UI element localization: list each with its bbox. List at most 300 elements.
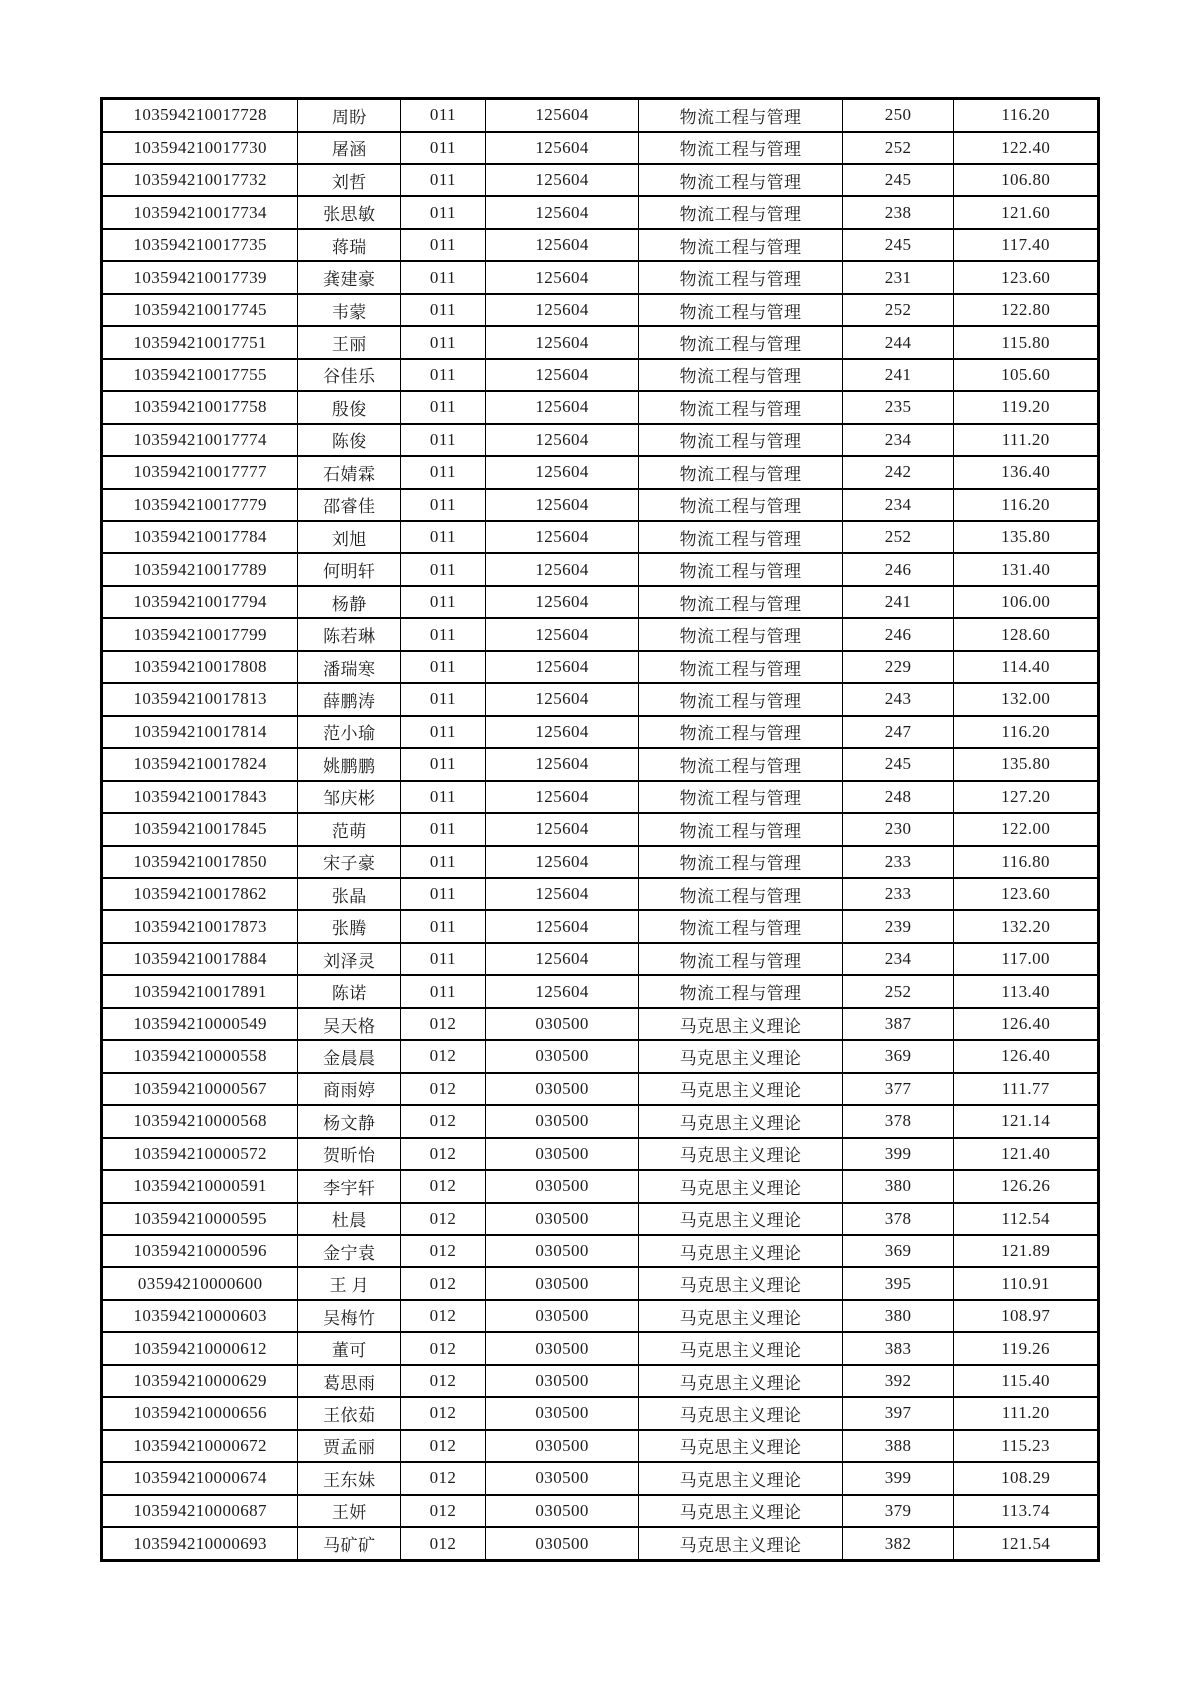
cell-retest-score: 108.97	[954, 1300, 1099, 1332]
cell-retest-score: 111.20	[954, 1397, 1099, 1429]
cell-college-code: 012	[401, 1430, 486, 1462]
cell-retest-score: 126.40	[954, 1040, 1099, 1072]
table-row	[102, 1527, 1099, 1560]
cell-major-name: 物流工程与管理	[639, 975, 842, 1007]
table-row	[102, 521, 1099, 553]
cell-retest-score: 122.80	[954, 294, 1099, 326]
cell-college-code: 011	[401, 910, 486, 942]
cell-initial-score: 234	[842, 489, 954, 521]
cell-initial-score: 382	[842, 1527, 954, 1560]
cell-candidate-name: 邹庆彬	[298, 781, 401, 813]
table-row	[102, 553, 1099, 585]
cell-candidate-name: 姚鹏鹏	[298, 748, 401, 780]
cell-exam-id: 103594210017774	[102, 424, 298, 456]
cell-major-code: 030500	[485, 1138, 639, 1170]
cell-college-code: 012	[401, 1397, 486, 1429]
cell-exam-id: 103594210017814	[102, 716, 298, 748]
cell-candidate-name: 贾孟丽	[298, 1430, 401, 1462]
cell-major-name: 马克思主义理论	[639, 1267, 842, 1299]
cell-major-name: 物流工程与管理	[639, 391, 842, 423]
cell-major-code: 125604	[485, 813, 639, 845]
cell-initial-score: 229	[842, 651, 954, 683]
cell-major-name: 物流工程与管理	[639, 359, 842, 391]
cell-major-code: 125604	[485, 651, 639, 683]
cell-retest-score: 116.20	[954, 489, 1099, 521]
cell-major-name: 物流工程与管理	[639, 748, 842, 780]
cell-college-code: 012	[401, 1235, 486, 1267]
cell-exam-id: 103594210000693	[102, 1527, 298, 1560]
cell-college-code: 011	[401, 261, 486, 293]
table-row	[102, 878, 1099, 910]
cell-candidate-name: 宋子豪	[298, 846, 401, 878]
cell-exam-id: 103594210017794	[102, 586, 298, 618]
cell-initial-score: 252	[842, 132, 954, 164]
cell-major-name: 马克思主义理论	[639, 1008, 842, 1040]
cell-initial-score: 245	[842, 748, 954, 780]
cell-exam-id: 103594210017779	[102, 489, 298, 521]
cell-major-code: 125604	[485, 456, 639, 488]
cell-major-name: 马克思主义理论	[639, 1040, 842, 1072]
cell-major-name: 物流工程与管理	[639, 586, 842, 618]
cell-initial-score: 380	[842, 1170, 954, 1202]
cell-retest-score: 123.60	[954, 878, 1099, 910]
cell-major-name: 物流工程与管理	[639, 651, 842, 683]
cell-exam-id: 103594210017735	[102, 229, 298, 261]
table-row	[102, 196, 1099, 228]
cell-retest-score: 115.80	[954, 326, 1099, 358]
cell-exam-id: 103594210017850	[102, 846, 298, 878]
cell-college-code: 011	[401, 781, 486, 813]
cell-retest-score: 110.91	[954, 1267, 1099, 1299]
cell-candidate-name: 陈诺	[298, 975, 401, 1007]
cell-college-code: 011	[401, 391, 486, 423]
cell-initial-score: 395	[842, 1267, 954, 1299]
cell-major-name: 马克思主义理论	[639, 1138, 842, 1170]
cell-retest-score: 106.80	[954, 164, 1099, 196]
cell-exam-id: 103594210017739	[102, 261, 298, 293]
cell-exam-id: 103594210000656	[102, 1397, 298, 1429]
cell-candidate-name: 商雨婷	[298, 1073, 401, 1105]
table-row	[102, 683, 1099, 715]
cell-college-code: 012	[401, 1105, 486, 1137]
cell-exam-id: 103594210000568	[102, 1105, 298, 1137]
cell-college-code: 011	[401, 132, 486, 164]
cell-candidate-name: 邵睿佳	[298, 489, 401, 521]
cell-college-code: 012	[401, 1527, 486, 1560]
cell-retest-score: 106.00	[954, 586, 1099, 618]
cell-major-code: 030500	[485, 1267, 639, 1299]
cell-initial-score: 241	[842, 359, 954, 391]
cell-candidate-name: 刘泽灵	[298, 943, 401, 975]
cell-major-code: 030500	[485, 1300, 639, 1332]
cell-major-name: 物流工程与管理	[639, 878, 842, 910]
table-row	[102, 1040, 1099, 1072]
cell-college-code: 011	[401, 748, 486, 780]
cell-major-name: 马克思主义理论	[639, 1430, 842, 1462]
cell-exam-id: 103594210000558	[102, 1040, 298, 1072]
cell-initial-score: 399	[842, 1138, 954, 1170]
cell-candidate-name: 何明轩	[298, 553, 401, 585]
cell-initial-score: 231	[842, 261, 954, 293]
cell-exam-id: 103594210017758	[102, 391, 298, 423]
cell-college-code: 012	[401, 1462, 486, 1494]
cell-major-name: 物流工程与管理	[639, 910, 842, 942]
table-row	[102, 1105, 1099, 1137]
cell-retest-score: 112.54	[954, 1203, 1099, 1235]
cell-retest-score: 119.26	[954, 1332, 1099, 1364]
cell-retest-score: 128.60	[954, 618, 1099, 650]
cell-college-code: 011	[401, 618, 486, 650]
table-row	[102, 618, 1099, 650]
cell-candidate-name: 刘哲	[298, 164, 401, 196]
cell-major-name: 物流工程与管理	[639, 846, 842, 878]
cell-retest-score: 123.60	[954, 261, 1099, 293]
cell-exam-id: 103594210017732	[102, 164, 298, 196]
cell-college-code: 011	[401, 586, 486, 618]
cell-college-code: 011	[401, 294, 486, 326]
cell-initial-score: 252	[842, 521, 954, 553]
cell-major-name: 物流工程与管理	[639, 943, 842, 975]
cell-candidate-name: 刘旭	[298, 521, 401, 553]
cell-major-name: 物流工程与管理	[639, 553, 842, 585]
table-row	[102, 229, 1099, 261]
cell-candidate-name: 葛思雨	[298, 1365, 401, 1397]
cell-retest-score: 136.40	[954, 456, 1099, 488]
cell-exam-id: 103594210000687	[102, 1495, 298, 1527]
cell-major-name: 物流工程与管理	[639, 132, 842, 164]
cell-exam-id: 103594210017730	[102, 132, 298, 164]
cell-initial-score: 252	[842, 975, 954, 1007]
cell-college-code: 011	[401, 456, 486, 488]
cell-exam-id: 103594210017777	[102, 456, 298, 488]
cell-initial-score: 242	[842, 456, 954, 488]
cell-initial-score: 392	[842, 1365, 954, 1397]
cell-retest-score: 121.54	[954, 1527, 1099, 1560]
cell-retest-score: 113.40	[954, 975, 1099, 1007]
cell-candidate-name: 谷佳乐	[298, 359, 401, 391]
cell-major-code: 030500	[485, 1040, 639, 1072]
cell-candidate-name: 潘瑞寒	[298, 651, 401, 683]
cell-exam-id: 103594210017873	[102, 910, 298, 942]
cell-major-code: 125604	[485, 521, 639, 553]
cell-major-code: 030500	[485, 1203, 639, 1235]
cell-major-name: 物流工程与管理	[639, 521, 842, 553]
cell-candidate-name: 张晶	[298, 878, 401, 910]
cell-candidate-name: 周盼	[298, 99, 401, 132]
score-table	[100, 97, 1100, 1562]
cell-retest-score: 114.40	[954, 651, 1099, 683]
cell-retest-score: 116.20	[954, 716, 1099, 748]
cell-exam-id: 103594210000672	[102, 1430, 298, 1462]
cell-major-code: 030500	[485, 1462, 639, 1494]
table-row	[102, 391, 1099, 423]
cell-candidate-name: 杨静	[298, 586, 401, 618]
cell-exam-id: 103594210017789	[102, 553, 298, 585]
cell-exam-id: 103594210000603	[102, 1300, 298, 1332]
cell-major-code: 030500	[485, 1397, 639, 1429]
table-row	[102, 1332, 1099, 1364]
cell-exam-id: 103594210017799	[102, 618, 298, 650]
cell-college-code: 011	[401, 878, 486, 910]
cell-college-code: 012	[401, 1267, 486, 1299]
cell-major-name: 马克思主义理论	[639, 1397, 842, 1429]
cell-candidate-name: 贺昕怡	[298, 1138, 401, 1170]
cell-exam-id: 103594210017728	[102, 99, 298, 132]
cell-college-code: 012	[401, 1300, 486, 1332]
table-row	[102, 975, 1099, 1007]
cell-major-code: 125604	[485, 261, 639, 293]
cell-initial-score: 234	[842, 943, 954, 975]
cell-retest-score: 119.20	[954, 391, 1099, 423]
cell-initial-score: 234	[842, 424, 954, 456]
cell-major-name: 马克思主义理论	[639, 1105, 842, 1137]
cell-major-code: 125604	[485, 424, 639, 456]
cell-exam-id: 103594210000572	[102, 1138, 298, 1170]
table-row	[102, 489, 1099, 521]
cell-initial-score: 250	[842, 99, 954, 132]
cell-retest-score: 121.14	[954, 1105, 1099, 1137]
cell-initial-score: 243	[842, 683, 954, 715]
cell-college-code: 011	[401, 164, 486, 196]
cell-initial-score: 378	[842, 1203, 954, 1235]
cell-college-code: 011	[401, 683, 486, 715]
cell-retest-score: 105.60	[954, 359, 1099, 391]
cell-candidate-name: 王 月	[298, 1267, 401, 1299]
cell-major-code: 125604	[485, 748, 639, 780]
cell-exam-id: 103594210000612	[102, 1332, 298, 1364]
cell-major-code: 030500	[485, 1170, 639, 1202]
cell-major-name: 物流工程与管理	[639, 456, 842, 488]
cell-major-name: 马克思主义理论	[639, 1527, 842, 1560]
cell-major-code: 125604	[485, 781, 639, 813]
cell-retest-score: 135.80	[954, 521, 1099, 553]
cell-retest-score: 115.40	[954, 1365, 1099, 1397]
cell-initial-score: 379	[842, 1495, 954, 1527]
cell-college-code: 012	[401, 1008, 486, 1040]
cell-major-code: 125604	[485, 164, 639, 196]
cell-exam-id: 103594210017745	[102, 294, 298, 326]
cell-major-code: 125604	[485, 846, 639, 878]
cell-major-code: 125604	[485, 196, 639, 228]
cell-major-code: 030500	[485, 1235, 639, 1267]
cell-major-name: 物流工程与管理	[639, 618, 842, 650]
cell-major-code: 125604	[485, 586, 639, 618]
cell-major-name: 物流工程与管理	[639, 261, 842, 293]
table-row	[102, 748, 1099, 780]
cell-major-code: 125604	[485, 132, 639, 164]
cell-major-code: 125604	[485, 618, 639, 650]
cell-exam-id: 103594210017808	[102, 651, 298, 683]
cell-college-code: 011	[401, 521, 486, 553]
cell-candidate-name: 吴天格	[298, 1008, 401, 1040]
cell-major-code: 125604	[485, 229, 639, 261]
table-row	[102, 1203, 1099, 1235]
cell-candidate-name: 范萌	[298, 813, 401, 845]
cell-college-code: 012	[401, 1170, 486, 1202]
cell-retest-score: 132.20	[954, 910, 1099, 942]
cell-college-code: 011	[401, 196, 486, 228]
cell-major-name: 马克思主义理论	[639, 1235, 842, 1267]
table-row	[102, 1138, 1099, 1170]
table-row	[102, 424, 1099, 456]
cell-major-code: 030500	[485, 1430, 639, 1462]
cell-college-code: 012	[401, 1332, 486, 1364]
cell-exam-id: 103594210017862	[102, 878, 298, 910]
cell-retest-score: 113.74	[954, 1495, 1099, 1527]
cell-major-code: 125604	[485, 943, 639, 975]
cell-college-code: 011	[401, 651, 486, 683]
cell-major-name: 马克思主义理论	[639, 1073, 842, 1105]
cell-retest-score: 131.40	[954, 553, 1099, 585]
table-row	[102, 1235, 1099, 1267]
cell-retest-score: 121.60	[954, 196, 1099, 228]
cell-retest-score: 117.00	[954, 943, 1099, 975]
cell-initial-score: 399	[842, 1462, 954, 1494]
cell-retest-score: 122.00	[954, 813, 1099, 845]
cell-initial-score: 369	[842, 1235, 954, 1267]
cell-college-code: 011	[401, 716, 486, 748]
cell-candidate-name: 蒋瑞	[298, 229, 401, 261]
cell-candidate-name: 金宁袁	[298, 1235, 401, 1267]
cell-major-name: 物流工程与管理	[639, 683, 842, 715]
cell-retest-score: 126.26	[954, 1170, 1099, 1202]
cell-initial-score: 388	[842, 1430, 954, 1462]
cell-candidate-name: 马矿矿	[298, 1527, 401, 1560]
table-row	[102, 261, 1099, 293]
cell-exam-id: 103594210017824	[102, 748, 298, 780]
cell-retest-score: 121.40	[954, 1138, 1099, 1170]
cell-college-code: 011	[401, 943, 486, 975]
cell-major-code: 030500	[485, 1495, 639, 1527]
table-row	[102, 586, 1099, 618]
cell-college-code: 011	[401, 489, 486, 521]
cell-retest-score: 111.20	[954, 424, 1099, 456]
table-row	[102, 846, 1099, 878]
cell-initial-score: 246	[842, 618, 954, 650]
cell-exam-id: 103594210000629	[102, 1365, 298, 1397]
cell-initial-score: 248	[842, 781, 954, 813]
table-row	[102, 1170, 1099, 1202]
cell-college-code: 012	[401, 1138, 486, 1170]
cell-candidate-name: 董可	[298, 1332, 401, 1364]
cell-major-name: 马克思主义理论	[639, 1495, 842, 1527]
cell-initial-score: 246	[842, 553, 954, 585]
cell-exam-id: 103594210000596	[102, 1235, 298, 1267]
table-row	[102, 1267, 1099, 1299]
cell-major-name: 马克思主义理论	[639, 1170, 842, 1202]
cell-retest-score: 108.29	[954, 1462, 1099, 1494]
table-row	[102, 910, 1099, 942]
cell-major-code: 125604	[485, 910, 639, 942]
cell-college-code: 012	[401, 1040, 486, 1072]
table-row	[102, 1365, 1099, 1397]
cell-major-name: 物流工程与管理	[639, 294, 842, 326]
table-row	[102, 1430, 1099, 1462]
cell-college-code: 011	[401, 846, 486, 878]
cell-college-code: 011	[401, 813, 486, 845]
cell-exam-id: 103594210017891	[102, 975, 298, 1007]
cell-exam-id: 103594210017784	[102, 521, 298, 553]
cell-major-name: 马克思主义理论	[639, 1300, 842, 1332]
cell-candidate-name: 龚建豪	[298, 261, 401, 293]
cell-major-name: 物流工程与管理	[639, 716, 842, 748]
cell-major-name: 物流工程与管理	[639, 424, 842, 456]
cell-major-code: 030500	[485, 1332, 639, 1364]
table-row	[102, 1397, 1099, 1429]
cell-candidate-name: 张腾	[298, 910, 401, 942]
cell-major-code: 125604	[485, 99, 639, 132]
cell-retest-score: 116.80	[954, 846, 1099, 878]
cell-college-code: 011	[401, 359, 486, 391]
cell-retest-score: 132.00	[954, 683, 1099, 715]
cell-candidate-name: 韦蒙	[298, 294, 401, 326]
cell-initial-score: 380	[842, 1300, 954, 1332]
cell-major-name: 物流工程与管理	[639, 813, 842, 845]
cell-major-name: 马克思主义理论	[639, 1365, 842, 1397]
cell-initial-score: 397	[842, 1397, 954, 1429]
cell-retest-score: 135.80	[954, 748, 1099, 780]
cell-retest-score: 116.20	[954, 99, 1099, 132]
cell-candidate-name: 李宇轩	[298, 1170, 401, 1202]
cell-college-code: 011	[401, 424, 486, 456]
cell-major-code: 125604	[485, 553, 639, 585]
cell-major-name: 物流工程与管理	[639, 326, 842, 358]
cell-major-code: 125604	[485, 683, 639, 715]
cell-candidate-name: 杜晨	[298, 1203, 401, 1235]
cell-major-name: 马克思主义理论	[639, 1462, 842, 1494]
cell-candidate-name: 王妍	[298, 1495, 401, 1527]
cell-major-name: 物流工程与管理	[639, 489, 842, 521]
cell-major-code: 030500	[485, 1527, 639, 1560]
cell-major-code: 030500	[485, 1008, 639, 1040]
table-row	[102, 781, 1099, 813]
table-row	[102, 651, 1099, 683]
cell-college-code: 011	[401, 975, 486, 1007]
table-row	[102, 1073, 1099, 1105]
cell-initial-score: 377	[842, 1073, 954, 1105]
cell-exam-id: 103594210017755	[102, 359, 298, 391]
cell-major-code: 125604	[485, 489, 639, 521]
cell-initial-score: 247	[842, 716, 954, 748]
cell-candidate-name: 王东妹	[298, 1462, 401, 1494]
cell-retest-score: 126.40	[954, 1008, 1099, 1040]
cell-college-code: 012	[401, 1203, 486, 1235]
cell-candidate-name: 张思敏	[298, 196, 401, 228]
cell-exam-id: 103594210017843	[102, 781, 298, 813]
cell-exam-id: 103594210017813	[102, 683, 298, 715]
cell-candidate-name: 杨文静	[298, 1105, 401, 1137]
cell-college-code: 011	[401, 553, 486, 585]
table-row	[102, 1462, 1099, 1494]
cell-exam-id: 03594210000600	[102, 1267, 298, 1299]
cell-retest-score: 127.20	[954, 781, 1099, 813]
cell-exam-id: 103594210017845	[102, 813, 298, 845]
cell-candidate-name: 殷俊	[298, 391, 401, 423]
table-row	[102, 943, 1099, 975]
cell-major-name: 物流工程与管理	[639, 781, 842, 813]
cell-major-code: 125604	[485, 878, 639, 910]
cell-candidate-name: 王丽	[298, 326, 401, 358]
cell-initial-score: 252	[842, 294, 954, 326]
cell-candidate-name: 陈若琳	[298, 618, 401, 650]
cell-candidate-name: 金晨晨	[298, 1040, 401, 1072]
cell-candidate-name: 屠涵	[298, 132, 401, 164]
cell-initial-score: 233	[842, 846, 954, 878]
cell-major-code: 125604	[485, 326, 639, 358]
cell-major-name: 马克思主义理论	[639, 1203, 842, 1235]
cell-college-code: 012	[401, 1073, 486, 1105]
table-row	[102, 164, 1099, 196]
